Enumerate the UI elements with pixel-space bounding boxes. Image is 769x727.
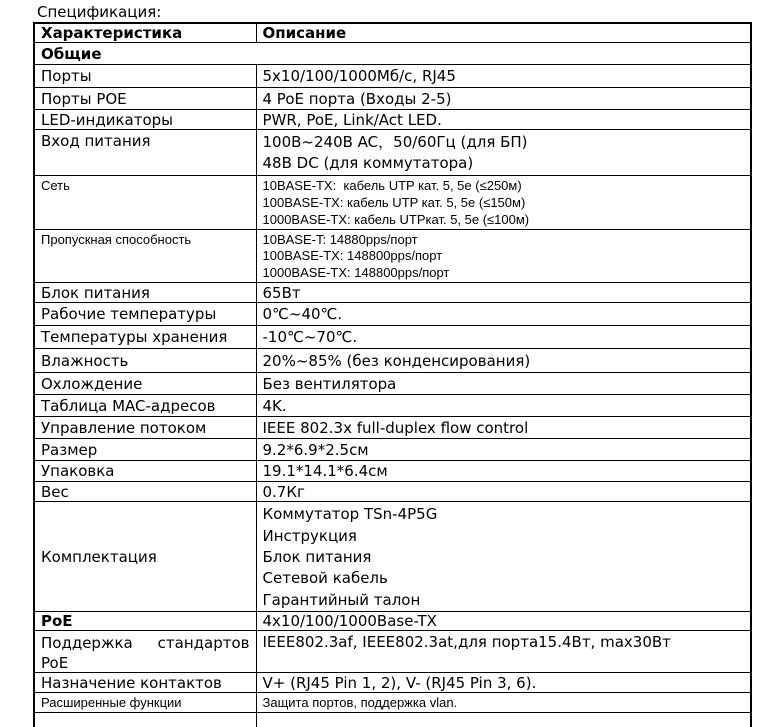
table-row	[34, 88, 751, 110]
spec-name-cell: Таблица MAC-адресов	[34, 395, 256, 417]
table-row	[34, 303, 751, 326]
spec-value-cell: 4 PoE порта (Входы 2-5)	[256, 88, 751, 110]
cell-line: 1000BASE-TX: 148800pps/порт	[262, 265, 450, 281]
cell-line: Инструкция	[262, 526, 357, 545]
header-description: Описание	[256, 23, 751, 43]
cell-line: 48В DC (для коммутатора)	[262, 154, 474, 173]
spec-value-cell	[256, 502, 751, 612]
spec-value-cell: 0℃~40℃.	[256, 303, 751, 326]
table-row	[34, 65, 751, 88]
table-row	[34, 502, 751, 612]
spec-value-cell: IEEE802.3af, IEEE802.3at,для порта15.4Вт, max30Вт	[256, 631, 751, 673]
cell-line: 100В~240В AC，50/60Гц (для БП)	[262, 133, 528, 151]
section-title: PoE	[34, 612, 256, 631]
table-row	[34, 229, 751, 283]
table-row	[34, 373, 751, 395]
cell-line: Коммутатор TSn-4P5G	[262, 505, 438, 524]
spec-value-cell: PWR, PoE, Link/Act LED.	[256, 110, 751, 130]
spec-name-cell: Комплектация	[34, 502, 256, 612]
spec-name-cell: Упаковка	[34, 461, 256, 482]
spec-name-cell	[34, 631, 256, 673]
spec-value-cell	[256, 130, 751, 176]
table-row-empty	[34, 713, 751, 727]
spec-name-cell: Сеть	[34, 175, 256, 229]
spec-name-cell: Порты POE	[34, 88, 256, 110]
spec-name-cell: Расширенные функции	[34, 693, 256, 713]
spec-value-cell: 19.1*14.1*6.4см	[256, 461, 751, 482]
spec-value-cell: 65Вт	[256, 283, 751, 303]
cell-line: 100BASE-TX: кабель UTP кат. 5, 5e (≤150м)	[262, 194, 526, 210]
spec-name-cell: Рабочие температуры	[34, 303, 256, 326]
spec-name-cell: Вес	[34, 482, 256, 502]
spec-value-cell: 9.2*6.9*2.5см	[256, 439, 751, 461]
spec-name-cell: Охлождение	[34, 373, 256, 395]
cell-line: 100BASE-TX: 148800pps/порт	[262, 248, 443, 264]
spec-value-cell: 20%~85% (без конденсирования)	[256, 349, 751, 373]
spec-name-cell: Назначение контактов	[34, 673, 256, 693]
table-row	[34, 631, 751, 673]
spec-value-cell: 0.7Кг	[256, 482, 751, 502]
spec-value-cell: Без вентилятора	[256, 373, 751, 395]
spec-name-cell: LED-индикаторы	[34, 110, 256, 130]
cell-line: 10BASE-TX: кабель UTP кат. 5, 5e (≤250м)	[262, 177, 522, 193]
spec-value-cell	[256, 713, 751, 727]
table-row	[34, 349, 751, 373]
cell-line: Блок питания	[262, 548, 372, 567]
spec-value-cell: V+ (RJ45 Pin 1, 2), V- (RJ45 Pin 3, 6).	[256, 673, 751, 693]
section-row-poe	[34, 612, 751, 631]
cell-line: 10BASE-T: 14880pps/порт	[262, 231, 418, 247]
table-row	[34, 283, 751, 303]
spec-value-cell: -10℃~70℃.	[256, 326, 751, 349]
spec-name-cell: Управление потоком	[34, 417, 256, 439]
spec-name-cell: Размер	[34, 439, 256, 461]
section-title: Общие	[34, 43, 751, 65]
table-header-row	[34, 23, 751, 43]
spec-value-cell: 5x10/100/1000Мб/с, RJ45	[256, 65, 751, 88]
table-row	[34, 693, 751, 713]
cell-line: Поддержка стандартов	[41, 634, 250, 653]
table-row	[34, 175, 751, 229]
table-row	[34, 395, 751, 417]
page-title: Спецификация:	[37, 3, 162, 21]
spec-value-cell	[256, 229, 751, 283]
spec-name-cell: Температуры хранения	[34, 326, 256, 349]
spec-value-cell: 4K.	[256, 395, 751, 417]
table-row	[34, 461, 751, 482]
table-row	[34, 130, 751, 176]
spec-value-cell: 4x10/100/1000Base-TX	[256, 612, 751, 631]
table-row	[34, 110, 751, 130]
spec-name-cell: Вход питания	[34, 130, 256, 176]
cell-line: Гарантийный талон	[262, 590, 421, 609]
table-row	[34, 439, 751, 461]
spec-name-cell: Порты	[34, 65, 256, 88]
spec-name-cell: Пропускная способность	[34, 229, 256, 283]
cell-line: PoE	[41, 654, 69, 673]
specification-table	[33, 22, 752, 727]
spec-name-cell	[34, 713, 256, 727]
table-row	[34, 417, 751, 439]
table-row	[34, 482, 751, 502]
section-row-general	[34, 43, 751, 65]
spec-name-cell: Влажность	[34, 349, 256, 373]
header-characteristic: Характеристика	[34, 23, 256, 43]
spec-value-cell: IEEE 802.3x full-duplex flow control	[256, 417, 751, 439]
table-row	[34, 673, 751, 693]
spec-value-cell	[256, 175, 751, 229]
table-row	[34, 326, 751, 349]
cell-line: 1000BASE-TX: кабель UTPкат. 5, 5e (≤100м)	[262, 211, 530, 227]
spec-name-cell: Блок питания	[34, 283, 256, 303]
spec-value-cell: Защита портов, поддержка vlan.	[256, 693, 751, 713]
cell-line: Сетевой кабель	[262, 569, 388, 588]
